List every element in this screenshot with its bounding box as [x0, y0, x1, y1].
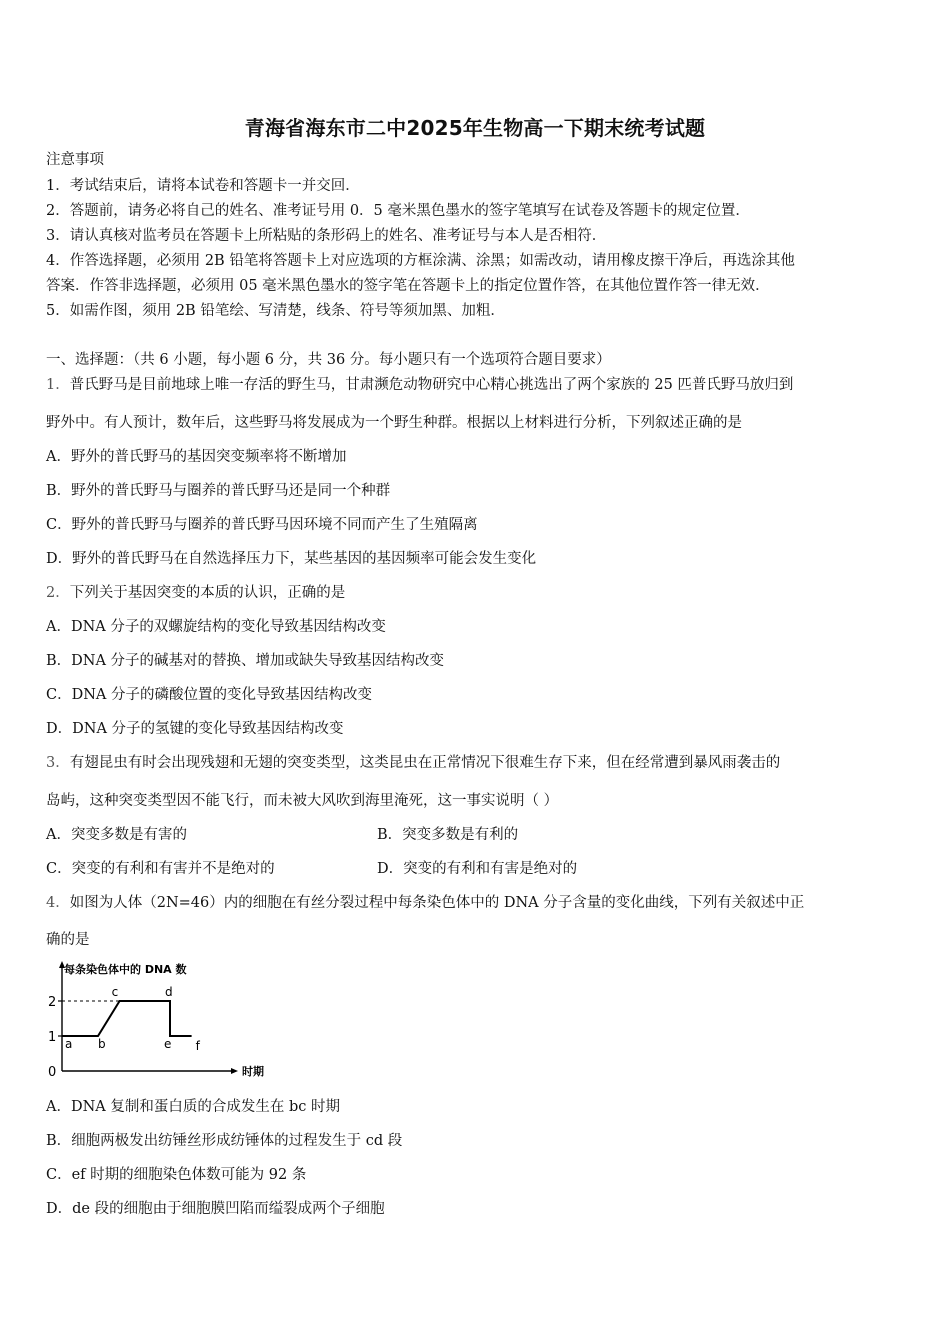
question-1-stem-1: 普氏野马是目前地球上唯一存活的野生马，甘肃濒危动物研究中心精心挑选出了两个家族的 25 匹普氏野马放归到 [69, 377, 794, 393]
question-2-option-c: C．DNA 分子的磷酸位置的变化导致基因结构改变 [46, 687, 372, 703]
point-label-e: e [164, 1037, 172, 1051]
point-label-d: d [165, 985, 173, 999]
question-4-option-a: A．DNA 复制和蛋白质的合成发生在 bc 时期 [46, 1099, 340, 1115]
notice-item-4-cont: 答案．作答非选择题，必须用 05 毫米黑色墨水的签字笔在答题卡上的指定位置作答，在其他位置作答一律无效． [46, 278, 770, 294]
point-label-f: f [195, 1039, 200, 1053]
x-axis-label: 时期 [242, 1065, 264, 1078]
point-label-a: a [65, 1037, 73, 1051]
question-4-option-c: C．ef 时期的细胞染色体数可能为 92 条 [46, 1167, 307, 1183]
exam-title: 青海省海东市二中2025年生物高一下期末统考试题 [244, 116, 706, 140]
question-2-option-d: D．DNA 分子的氢键的变化导致基因结构改变 [46, 721, 344, 737]
question-3-stem-1: 有翅昆虫有时会出现残翅和无翅的突变类型，这类昆虫在正常情况下很难生存下来，但在经常遭到暴风雨袭击的 [69, 755, 781, 771]
section-heading: 一、选择题：（共 6 小题，每小题 6 分，共 36 分。每小题只有一个选项符合题目要求） [46, 352, 611, 368]
question-2-stem: 下列关于基因突变的本质的认识，正确的是 [69, 585, 346, 601]
question-4-option-d: D．de 段的细胞由于细胞膜凹陷而缢裂成两个子细胞 [46, 1201, 385, 1217]
y-tick-label-1: 1 [48, 1030, 57, 1045]
question-1-option-a: A．野外的普氏野马的基因突变频率将不断增加 [46, 449, 347, 465]
question-2-option-b: B．DNA 分子的碱基对的替换、增加或缺失导致基因结构改变 [46, 653, 445, 669]
y-tick-label-2: 2 [48, 995, 57, 1010]
question-2-number: 2． [46, 585, 70, 601]
question-4-option-b: B．细胞两极发出纺锤丝形成纺锤体的过程发生于 cd 段 [46, 1133, 403, 1149]
question-3-option-c: C．突变的有利和有害并不是绝对的 [46, 861, 275, 877]
question-3-number: 3． [46, 755, 70, 771]
point-label-b: b [98, 1037, 106, 1051]
question-1-option-d: D．野外的普氏野马在自然选择压力下，某些基因的基因频率可能会发生变化 [46, 551, 537, 567]
question-4-stem-2: 确的是 [46, 932, 90, 948]
question-4-line-1 [46, 893, 804, 913]
chart-title: 每条染色体中的 DNA 数 [64, 963, 187, 976]
question-2-line-1 [46, 583, 345, 603]
x-axis-arrow [231, 1068, 238, 1074]
notice-item-2: 2．答题前，请务必将自己的姓名、准考证号用 0．5 毫米黑色墨水的签字笔填写在试卷及答题卡的规定位置． [46, 203, 750, 219]
question-3-line-1 [46, 753, 780, 773]
dna-curve [62, 1001, 192, 1036]
question-3-option-a: A．突变多数是有害的 [46, 827, 187, 843]
question-1-option-b: B．野外的普氏野马与圈养的普氏野马还是同一个种群 [46, 483, 391, 499]
notice-heading: 注意事项 [46, 152, 104, 168]
question-3-option-d: D．突变的有利和有害是绝对的 [377, 861, 578, 877]
point-label-c: c [111, 985, 119, 999]
question-1-stem-2: 野外中。有人预计，数年后，这些野马将发展成为一个野生种群。根据以上材料进行分析，下列叙述正确的是 [46, 415, 742, 431]
question-1-number: 1． [46, 377, 70, 393]
notice-item-1: 1．考试结束后，请将本试卷和答题卡一并交回． [46, 178, 360, 194]
question-1-line-1 [46, 375, 793, 395]
notice-item-5: 5．如需作图，须用 2B 铅笔绘、写清楚，线条、符号等须加黑、加粗． [46, 303, 505, 319]
question-4-stem-1: 如图为人体（2N=46）内的细胞在有丝分裂过程中每条染色体中的 DNA 分子含量的变化曲线，下列有关叙述中正 [69, 895, 805, 911]
question-1-option-c: C．野外的普氏野马与圈养的普氏野马因环境不同而产生了生殖隔离 [46, 517, 478, 533]
y-tick-label-0: 0 [48, 1065, 57, 1080]
dna-content-chart [44, 958, 284, 1083]
notice-item-4: 4．作答选择题，必须用 2B 铅笔将答题卡上对应选项的方框涂满、涂黑；如需改动，请用橡皮擦干净后，再选涂其他 [46, 253, 795, 269]
notice-item-3: 3．请认真核对监考员在答题卡上所粘贴的条形码上的姓名、准考证号与本人是否相符． [46, 228, 607, 244]
question-3-option-b: B．突变多数是有利的 [377, 827, 519, 843]
question-3-stem-2: 岛屿，这种突变类型因不能飞行，而未被大风吹到海里淹死，这一事实说明（ ） [46, 793, 559, 809]
question-2-option-a: A．DNA 分子的双螺旋结构的变化导致基因结构改变 [46, 619, 386, 635]
question-4-number: 4． [46, 895, 70, 911]
